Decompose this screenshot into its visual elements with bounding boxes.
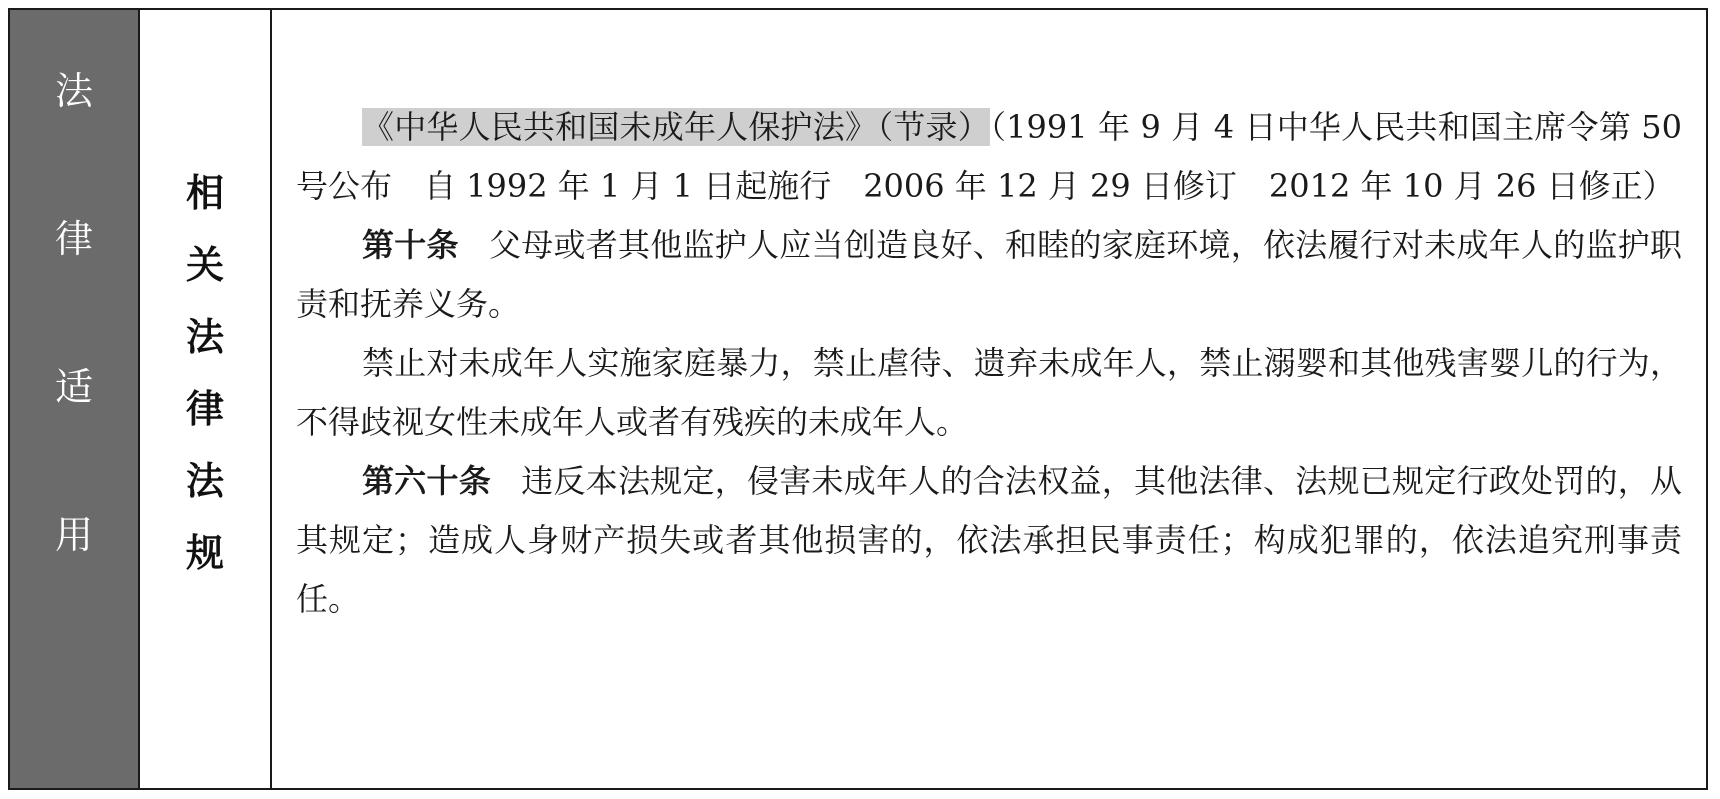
article-text: 违反本法规定，侵害未成年人的合法权益，其他法律、法规已规定行政处罚的，从其规定；造成人身财产损失或者其他损害的，依法承担民事责任；构成犯罪的，依法追究刑事责任。 [296, 462, 1682, 618]
side-title-column [10, 10, 140, 788]
article-label: 第十条 [362, 226, 459, 264]
side-title-char: 法 [54, 69, 93, 113]
article-text: 父母或者其他监护人应当创造良好、和睦的家庭环境，依法履行对未成年人的监护职责和抚养义务。 [296, 226, 1682, 323]
section-title-char: 关 [185, 243, 224, 287]
side-title-char: 律 [54, 217, 93, 261]
section-title-column [140, 10, 272, 788]
law-heading-paragraph [296, 98, 1682, 216]
law-table [8, 8, 1708, 790]
law-title: 《中华人民共和国未成年人保护法》（节录） [362, 108, 990, 146]
section-title-char: 法 [185, 459, 224, 503]
section-title-char: 法 [185, 315, 224, 359]
article-text: 禁止对未成年人实施家庭暴力，禁止虐待、遗弃未成年人，禁止溺婴和其他残害婴儿的行为，不得歧视女性未成年人或者有残疾的未成年人。 [296, 344, 1682, 441]
article-paragraph [296, 216, 1682, 334]
section-title-char: 相 [185, 171, 224, 215]
article-label: 第六十条 [362, 462, 491, 500]
side-title-char: 用 [54, 513, 93, 557]
side-title-char: 适 [54, 365, 93, 409]
section-title-char: 律 [185, 387, 224, 431]
section-title-char: 规 [185, 531, 224, 575]
article-paragraph [296, 334, 1682, 452]
article-paragraph [296, 452, 1682, 629]
law-content [272, 10, 1706, 788]
law-history-note: （1991 年 9 月 4 日中华人民共和国主席令第 50 号公布 自 1992 年 1 月 1 日起施行 2006 年 12 月 29 日修订 2012 年 10 月 26 日修正） [296, 108, 1682, 205]
